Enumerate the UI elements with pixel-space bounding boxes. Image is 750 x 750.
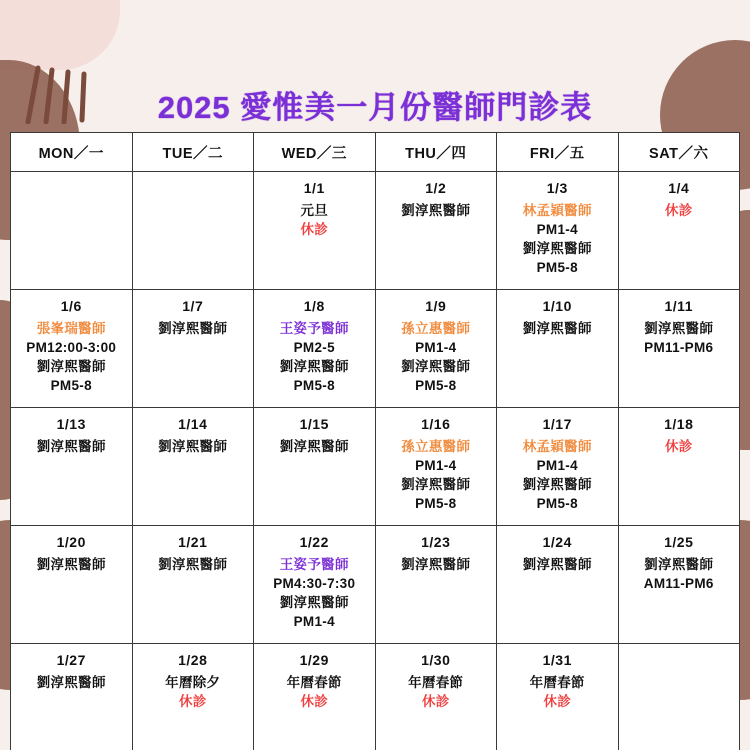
table-row (11, 526, 740, 644)
day-entries (499, 555, 616, 574)
day-entry-line: 休診 (664, 203, 693, 218)
table-row (11, 290, 740, 408)
day-number: 1/4 (668, 180, 690, 196)
day-number: 1/31 (542, 652, 572, 668)
day-entries (256, 319, 373, 395)
day-entries (378, 673, 495, 711)
calendar-day-cell (11, 290, 133, 408)
day-entry-line: 劉淳熙醫師 (522, 477, 592, 492)
weekday-header-sat: SAT／六 (618, 133, 740, 172)
day-entry-line: 孫立惠醫師 (401, 321, 471, 336)
day-entry-line: PM2-5 (293, 340, 335, 355)
day-number: 1/18 (664, 416, 694, 432)
day-entry-line: 劉淳熙醫師 (279, 439, 349, 454)
day-number: 1/22 (299, 534, 329, 550)
day-entries (135, 437, 252, 456)
day-entry-line: 孫立惠醫師 (401, 439, 471, 454)
day-number: 1/17 (542, 416, 572, 432)
weekday-header-fri: FRI／五 (497, 133, 619, 172)
day-number: 1/10 (542, 298, 572, 314)
day-number: 1/8 (303, 298, 325, 314)
calendar-day-cell (618, 408, 740, 526)
day-entries (135, 555, 252, 574)
day-entry-line: PM1-4 (415, 340, 457, 355)
day-entry-line: 休診 (300, 222, 329, 237)
day-entry-line: 年曆春節 (408, 675, 464, 690)
day-entry-line: 王姿予醫師 (279, 557, 349, 572)
calendar-day-cell (254, 644, 376, 750)
calendar-day-cell (375, 172, 497, 290)
day-entries (13, 319, 130, 395)
weekday-header-mon: MON／一 (11, 133, 133, 172)
day-entry-line: 劉淳熙醫師 (644, 557, 714, 572)
day-entry-line: 休診 (300, 694, 329, 709)
day-entries (135, 319, 252, 338)
day-number: 1/7 (182, 298, 204, 314)
schedule-table-wrapper (10, 132, 740, 750)
day-number: 1/6 (60, 298, 82, 314)
calendar-day-cell (497, 408, 619, 526)
day-entries (621, 319, 738, 357)
day-entry-line: 年曆春節 (286, 675, 342, 690)
calendar-day-cell (375, 408, 497, 526)
weekday-header-wed: WED／三 (254, 133, 376, 172)
day-entries (499, 437, 616, 513)
calendar-day-cell (254, 526, 376, 644)
day-entries (378, 319, 495, 395)
calendar-day-cell (375, 644, 497, 750)
day-entries (621, 555, 738, 593)
day-entries (256, 555, 373, 631)
day-entry-line: 劉淳熙醫師 (158, 321, 228, 336)
day-number: 1/1 (303, 180, 325, 196)
calendar-day-cell (11, 408, 133, 526)
day-entry-line: 林孟穎醫師 (522, 439, 592, 454)
day-entry-line: PM11-PM6 (644, 340, 714, 355)
day-number: 1/13 (56, 416, 86, 432)
day-entries (378, 437, 495, 513)
day-entries (621, 437, 738, 456)
weekday-header-tue: TUE／二 (132, 133, 254, 172)
day-entry-line: 劉淳熙醫師 (401, 359, 471, 374)
day-number: 1/20 (56, 534, 86, 550)
day-number: 1/3 (546, 180, 568, 196)
page-title: 2025 愛惟美一月份醫師門診表 (157, 90, 593, 125)
day-entry-line: 年曆除夕 (165, 675, 221, 690)
calendar-day-cell (11, 526, 133, 644)
day-entries (499, 319, 616, 338)
day-entry-line: 休診 (421, 694, 450, 709)
calendar-day-cell (254, 172, 376, 290)
day-entry-line: 劉淳熙醫師 (522, 321, 592, 336)
day-entries (13, 555, 130, 574)
day-entries (135, 673, 252, 711)
calendar-day-cell (132, 526, 254, 644)
calendar-day-cell (375, 526, 497, 644)
day-entry-line: AM11-PM6 (643, 576, 714, 591)
day-entries (499, 201, 616, 277)
table-row (11, 644, 740, 750)
day-number: 1/28 (178, 652, 208, 668)
day-number: 1/27 (56, 652, 86, 668)
day-entry-line: 劉淳熙醫師 (36, 675, 106, 690)
day-entry-line: PM5-8 (536, 496, 578, 511)
calendar-day-cell (254, 290, 376, 408)
day-entries (256, 201, 373, 239)
calendar-day-cell (375, 290, 497, 408)
day-number: 1/21 (178, 534, 208, 550)
day-number: 1/23 (421, 534, 451, 550)
day-entry-line: 劉淳熙醫師 (522, 557, 592, 572)
day-entry-line: PM5-8 (415, 496, 457, 511)
calendar-day-cell (618, 172, 740, 290)
day-entry-line: PM12:00-3:00 (26, 340, 117, 355)
day-entry-line: PM5-8 (415, 378, 457, 393)
day-entry-line: 張峯瑞醫師 (36, 321, 106, 336)
day-entry-line: PM1-4 (415, 458, 457, 473)
weekday-header-thu: THU／四 (375, 133, 497, 172)
day-entry-line: 劉淳熙醫師 (158, 439, 228, 454)
table-row (11, 172, 740, 290)
day-number: 1/14 (178, 416, 208, 432)
day-entry-line: 元旦 (300, 203, 329, 218)
schedule-table (10, 132, 740, 750)
calendar-empty-cell (132, 172, 254, 290)
day-entry-line: PM5-8 (293, 378, 335, 393)
calendar-day-cell (132, 644, 254, 750)
day-number: 1/2 (425, 180, 447, 196)
calendar-day-cell (497, 644, 619, 750)
calendar-day-cell (132, 290, 254, 408)
day-number: 1/24 (542, 534, 572, 550)
day-entry-line: PM5-8 (536, 260, 578, 275)
calendar-day-cell (497, 526, 619, 644)
day-entry-line: 劉淳熙醫師 (401, 557, 471, 572)
day-entry-line: 劉淳熙醫師 (279, 359, 349, 374)
calendar-day-cell (497, 290, 619, 408)
calendar-day-cell (11, 644, 133, 750)
day-entries (13, 437, 130, 456)
day-entry-line: 王姿予醫師 (279, 321, 349, 336)
table-header-row (11, 133, 740, 172)
day-number: 1/11 (664, 298, 693, 314)
day-number: 1/30 (421, 652, 451, 668)
day-entries (13, 673, 130, 692)
calendar-empty-cell (618, 644, 740, 750)
day-number: 1/9 (425, 298, 447, 314)
day-number: 1/29 (299, 652, 329, 668)
day-entry-line: PM5-8 (50, 378, 92, 393)
corner-decoration (0, 0, 120, 70)
day-entries (256, 673, 373, 711)
day-entry-line: PM1-4 (536, 222, 578, 237)
day-entry-line: 劉淳熙醫師 (522, 241, 592, 256)
table-row (11, 408, 740, 526)
calendar-day-cell (618, 526, 740, 644)
day-entry-line: 劉淳熙醫師 (279, 595, 349, 610)
day-entries (499, 673, 616, 711)
day-entries (621, 201, 738, 220)
day-entry-line: 休診 (178, 694, 207, 709)
day-entries (378, 201, 495, 220)
day-entries (378, 555, 495, 574)
calendar-day-cell (497, 172, 619, 290)
day-entry-line: 劉淳熙醫師 (644, 321, 714, 336)
day-entry-line: 劉淳熙醫師 (401, 477, 471, 492)
calendar-empty-cell (11, 172, 133, 290)
day-entry-line: 劉淳熙醫師 (401, 203, 471, 218)
day-entry-line: PM1-4 (293, 614, 335, 629)
day-entry-line: 劉淳熙醫師 (158, 557, 228, 572)
day-number: 1/16 (421, 416, 451, 432)
day-number: 1/15 (299, 416, 329, 432)
table-body (11, 172, 740, 750)
calendar-day-cell (254, 408, 376, 526)
day-entry-line: 劉淳熙醫師 (36, 359, 106, 374)
day-entry-line: 劉淳熙醫師 (36, 557, 106, 572)
day-entry-line: PM4:30-7:30 (273, 576, 356, 591)
calendar-day-cell (618, 290, 740, 408)
day-entry-line: 林孟穎醫師 (522, 203, 592, 218)
calendar-day-cell (132, 408, 254, 526)
day-entry-line: 休診 (664, 439, 693, 454)
day-number: 1/25 (664, 534, 694, 550)
day-entry-line: 年曆春節 (529, 675, 585, 690)
day-entry-line: 劉淳熙醫師 (36, 439, 106, 454)
day-entry-line: PM1-4 (536, 458, 578, 473)
day-entries (256, 437, 373, 456)
day-entry-line: 休診 (543, 694, 572, 709)
